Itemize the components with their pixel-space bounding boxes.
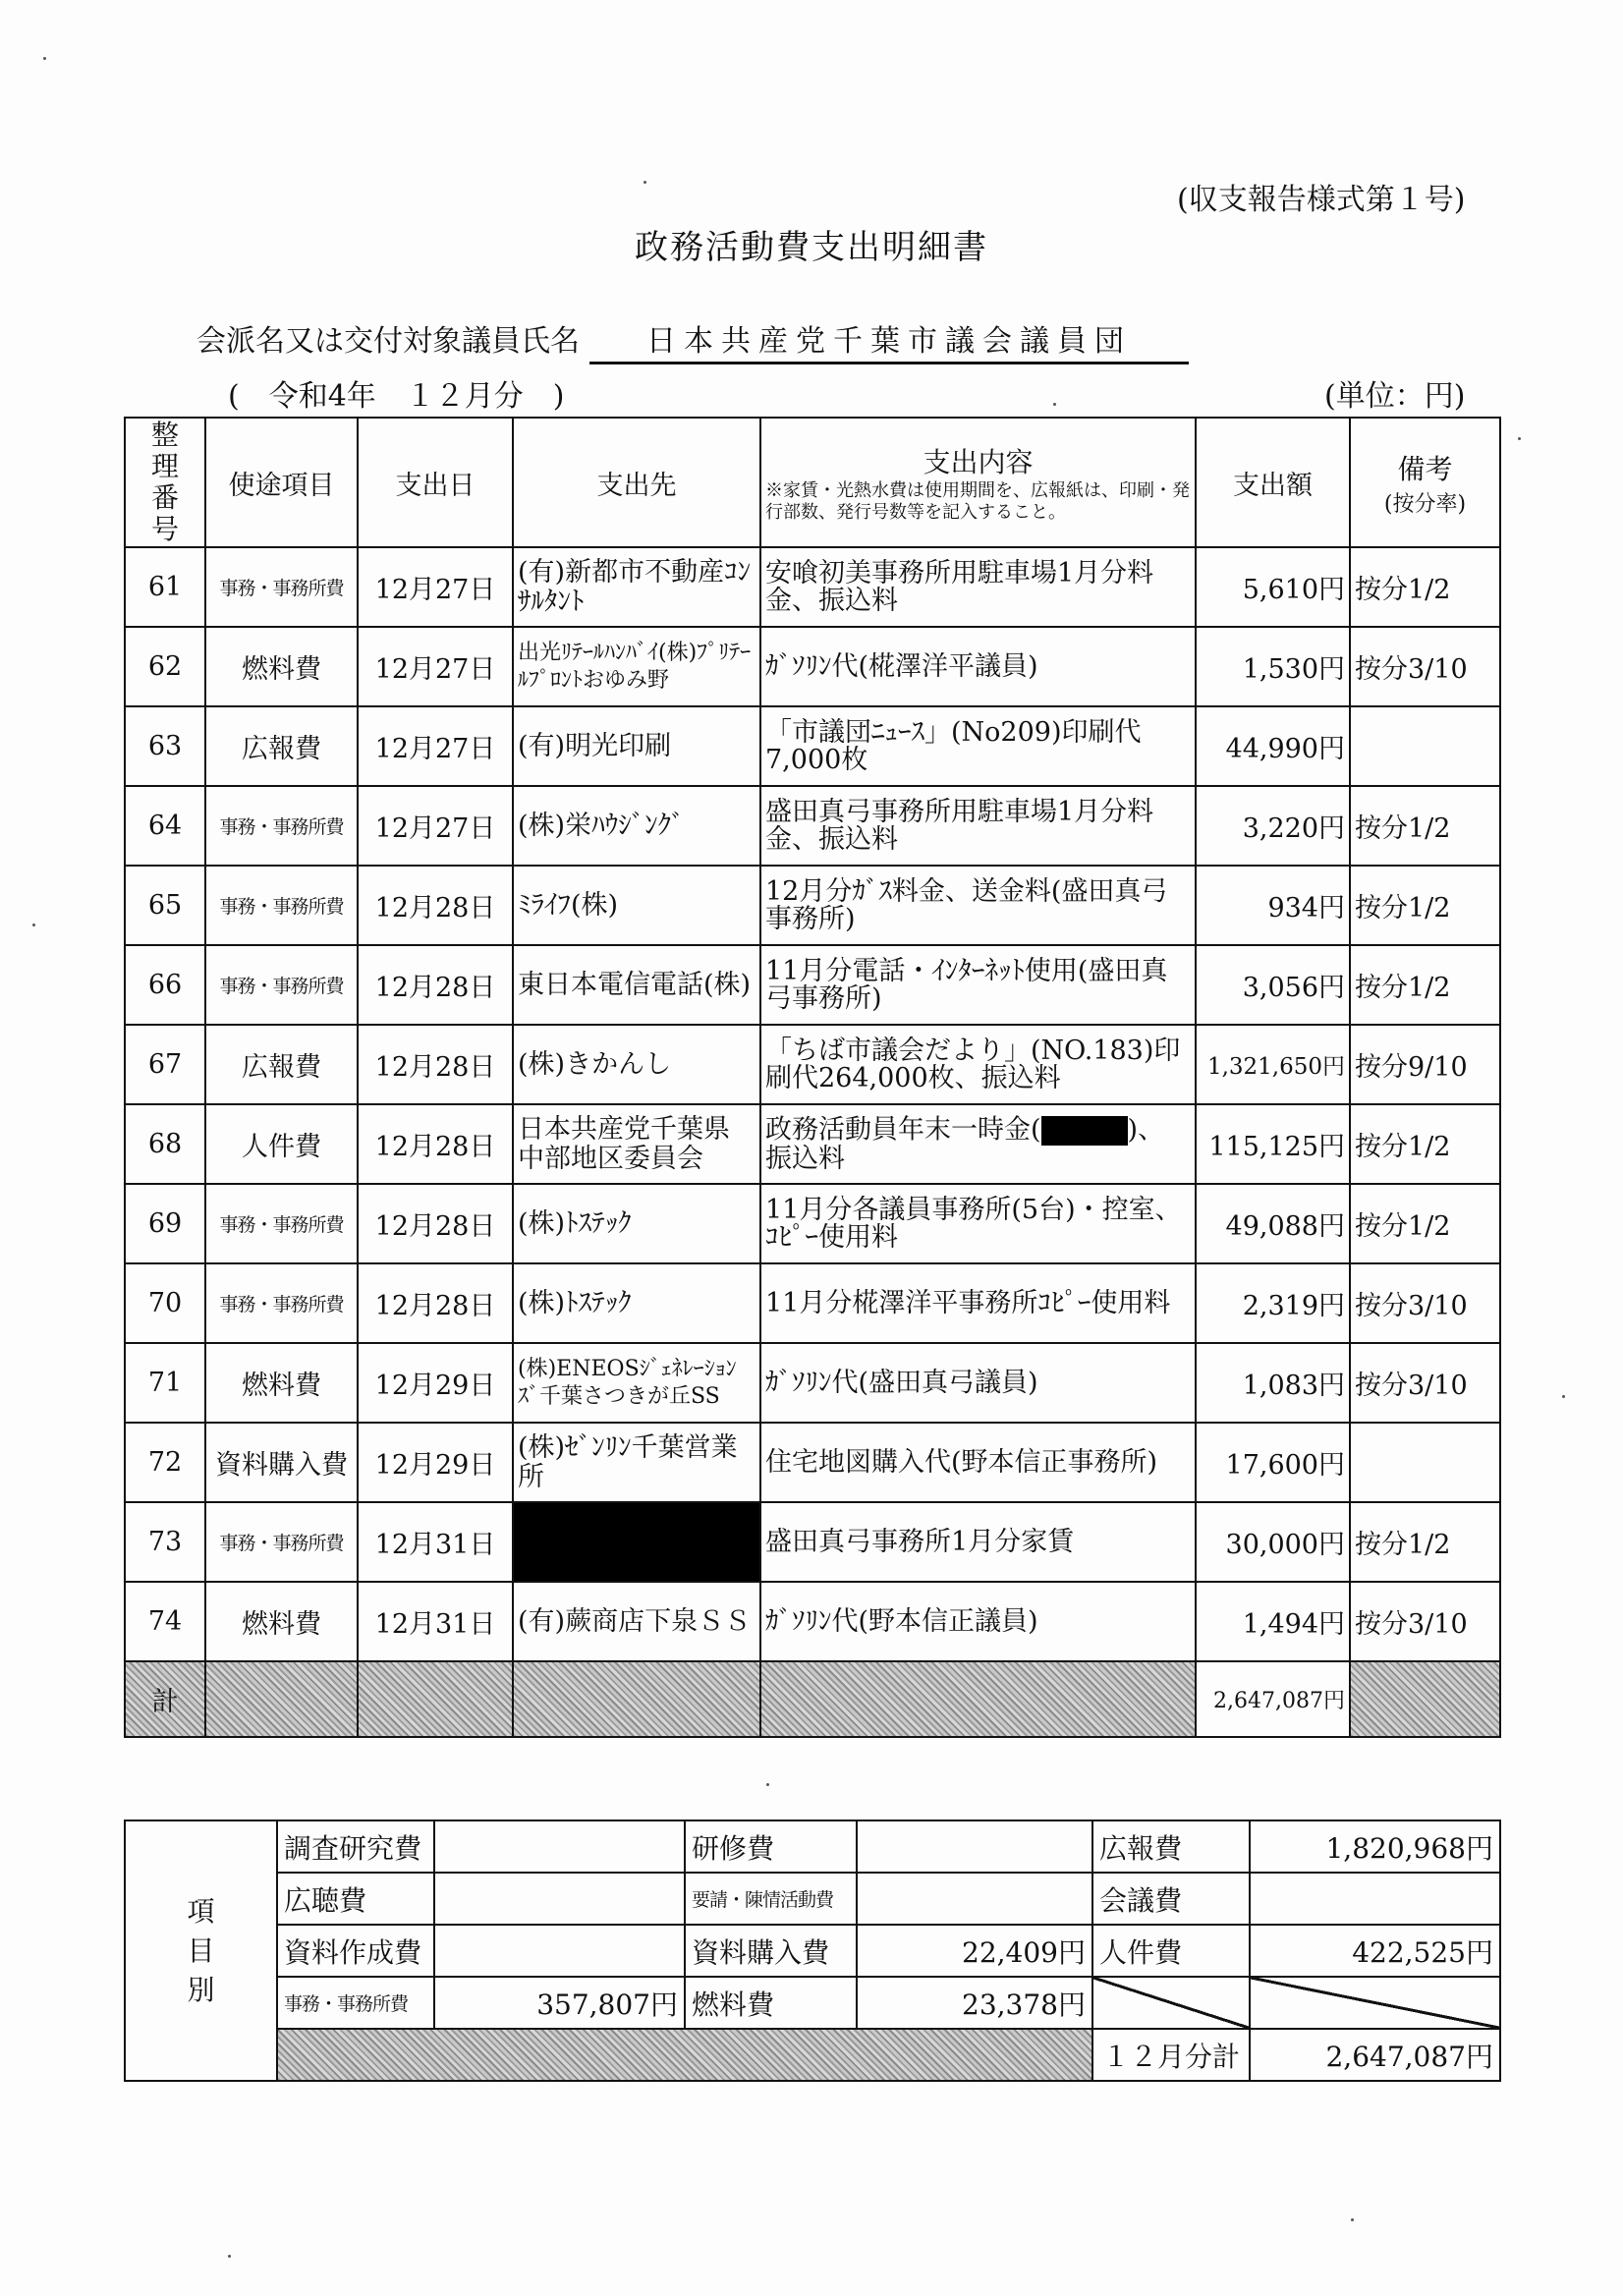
row-remarks: 按分9/10 [1350,1025,1500,1104]
table-row [125,1184,1500,1263]
row-date: 12月28日 [358,945,513,1025]
unit-label: (単位：円) [1324,379,1466,414]
row-number: 73 [125,1502,205,1582]
row-content: 11月分椛澤洋平事務所ｺﾋﾟｰ使用料 [760,1263,1196,1343]
scan-speck [1518,437,1521,440]
row-purpose: 事務・事務所費 [205,1502,358,1582]
table-row [125,1104,1500,1184]
scan-speck [228,2255,231,2258]
row-amount: 3,220円 [1196,786,1350,866]
row-payee: (株)ﾄｽﾃｯｸ [513,1184,760,1263]
row-payee: ﾐﾗｲﾌ(株) [513,866,760,945]
row-date: 12月27日 [358,547,513,627]
value-personnel: 422,525円 [1250,1925,1500,1977]
header-content: 支出内容 ※家賃・光熱水費は使用期間を、広報紙は、印刷・発行部数、発行号数等を記入すること。 [760,418,1196,547]
row-payee: (株)ｾﾞﾝﾘﾝ千葉営業所 [513,1423,760,1502]
row-date: 12月29日 [358,1423,513,1502]
header-remarks: 備考 (按分率) [1350,418,1500,547]
value-research [434,1820,685,1873]
row-purpose: 事務・事務所費 [205,1263,358,1343]
row-payee: (株)栄ﾊｳｼﾞﾝｸﾞ [513,786,760,866]
scan-speck [32,924,35,926]
row-number: 61 [125,547,205,627]
row-content: 「ちば市議会だより」(NO.183)印刷代264,000枚、振込料 [760,1025,1196,1104]
table-row [125,706,1500,786]
value-petition [857,1873,1092,1925]
row-payee: (株)ENEOSｼﾞｪﾈﾚｰｼｮﾝｽﾞ千葉さつきが丘SS [513,1343,760,1423]
row-number: 69 [125,1184,205,1263]
row-amount: 30,000円 [1196,1502,1350,1582]
row-remarks: 按分1/2 [1350,1502,1500,1582]
summary-side-label: 項目別 [125,1820,277,2081]
row-remarks: 按分1/2 [1350,786,1500,866]
shaded-cell [277,2029,1092,2081]
label-hearing: 広聴費 [277,1873,434,1925]
row-content: ｶﾞｿﾘﾝ代(盛田真弓議員) [760,1343,1196,1423]
row-purpose: 事務・事務所費 [205,945,358,1025]
row-payee: 出光ﾘﾃｰﾙﾊﾝﾊﾞｲ(株)ﾌﾟﾘﾃｰﾙﾌﾟﾛﾝﾄおゆみ野 [513,627,760,706]
total-amount: 2,647,087円 [1196,1661,1350,1737]
row-content: 安喰初美事務所用駐車場1月分料金、振込料 [760,547,1196,627]
row-remarks: 按分1/2 [1350,945,1500,1025]
row-purpose: 燃料費 [205,627,358,706]
row-date: 12月27日 [358,786,513,866]
label-personnel: 人件費 [1092,1925,1250,1977]
value-hearing [434,1873,685,1925]
row-purpose: 燃料費 [205,1582,358,1661]
row-purpose: 事務・事務所費 [205,547,358,627]
table-row [125,547,1500,627]
row-date: 12月28日 [358,1184,513,1263]
header-no: 整理番号 [125,418,205,547]
row-number: 74 [125,1582,205,1661]
row-remarks: 按分3/10 [1350,627,1500,706]
scan-speck [1562,1395,1565,1398]
row-remarks: 按分1/2 [1350,1104,1500,1184]
table-row [125,1423,1500,1502]
row-payee: (有)蕨商店下泉ＳＳ [513,1582,760,1661]
header-row [125,418,1500,547]
row-amount: 1,083円 [1196,1343,1350,1423]
row-content: 盛田真弓事務所1月分家賃 [760,1502,1196,1582]
row-number: 66 [125,945,205,1025]
row-number: 62 [125,627,205,706]
value-office: 357,807円 [434,1977,685,2029]
redaction-block [1041,1116,1128,1146]
party-label: 会派名又は交付対象議員氏名 [196,324,580,359]
row-purpose: 広報費 [205,1025,358,1104]
row-payee: (株)きかんし [513,1025,760,1104]
total-label: 計 [125,1661,205,1737]
row-number: 72 [125,1423,205,1502]
value-fuel: 23,378円 [857,1977,1092,2029]
row-purpose: 事務・事務所費 [205,786,358,866]
row-number: 71 [125,1343,205,1423]
label-meeting: 会議費 [1092,1873,1250,1925]
row-number: 64 [125,786,205,866]
label-materials-prep: 資料作成費 [277,1925,434,1977]
scan-speck [43,57,46,60]
row-remarks: 按分3/10 [1350,1582,1500,1661]
label-pr: 広報費 [1092,1820,1250,1873]
label-research: 調査研究費 [277,1820,434,1873]
row-amount: 1,321,650円 [1196,1025,1350,1104]
expense-table [124,417,1501,1738]
total-row [125,1661,1500,1737]
table-row [125,1025,1500,1104]
row-amount: 49,088円 [1196,1184,1350,1263]
row-content: 住宅地図購入代(野本信正事務所) [760,1423,1196,1502]
value-training [857,1820,1092,1873]
scan-speck [644,181,646,184]
header-amount: 支出額 [1196,418,1350,547]
value-pr: 1,820,968円 [1250,1820,1500,1873]
diagonal-cell [1092,1977,1250,2029]
row-number: 63 [125,706,205,786]
row-date: 12月31日 [358,1582,513,1661]
row-purpose: 資料購入費 [205,1423,358,1502]
row-amount: 17,600円 [1196,1423,1350,1502]
row-content: 12月分ｶﾞｽ料金、送金料(盛田真弓事務所) [760,866,1196,945]
table-row [125,786,1500,866]
row-amount: 1,530円 [1196,627,1350,706]
row-payee: (有)明光印刷 [513,706,760,786]
row-date: 12月31日 [358,1502,513,1582]
row-content: ｶﾞｿﾘﾝ代(椛澤洋平議員) [760,627,1196,706]
diagonal-cell [1250,1977,1500,2029]
row-purpose: 人件費 [205,1104,358,1184]
row-remarks: 按分3/10 [1350,1343,1500,1423]
row-payee: 東日本電信電話(株) [513,945,760,1025]
period-label: ( 令和4年 １２月分 ) [228,379,565,414]
scan-speck [1351,2218,1354,2221]
value-materials-buy: 22,409円 [857,1925,1092,1977]
row-date: 12月28日 [358,866,513,945]
row-content: ｶﾞｿﾘﾝ代(野本信正議員) [760,1582,1196,1661]
row-number: 65 [125,866,205,945]
row-purpose: 事務・事務所費 [205,1184,358,1263]
label-month-total: １２月分計 [1092,2029,1250,2081]
row-purpose: 広報費 [205,706,358,786]
row-remarks: 按分1/2 [1350,866,1500,945]
row-purpose: 事務・事務所費 [205,866,358,945]
content-note: ※家賃・光熱水費は使用期間を、広報紙は、印刷・発行部数、発行号数等を記入すること。 [765,480,1190,523]
row-amount: 44,990円 [1196,706,1350,786]
row-number: 70 [125,1263,205,1343]
row-remarks: 按分3/10 [1350,1263,1500,1343]
row-number: 67 [125,1025,205,1104]
row-remarks: 按分1/2 [1350,1184,1500,1263]
party-name: 日本共産党千葉市議会議員団 [589,316,1189,364]
page-title: 政務活動費支出明細書 [635,228,988,267]
value-month-total: 2,647,087円 [1250,2029,1500,2081]
row-number: 68 [125,1104,205,1184]
label-office: 事務・事務所費 [277,1977,434,2029]
row-amount: 115,125円 [1196,1104,1350,1184]
row-remarks: 按分1/2 [1350,547,1500,627]
table-row [125,945,1500,1025]
table-row [125,627,1500,706]
row-content: 「市議団ﾆｭｰｽ」(No209)印刷代7,000枚 [760,706,1196,786]
row-date: 12月28日 [358,1263,513,1343]
label-petition: 要請・陳情活動費 [685,1873,857,1925]
category-summary-table [124,1820,1501,2082]
row-remarks [1350,1423,1500,1502]
row-payee: (株)ﾄｽﾃｯｸ [513,1263,760,1343]
row-amount: 2,319円 [1196,1263,1350,1343]
table-row [125,866,1500,945]
row-amount: 5,610円 [1196,547,1350,627]
table-row [125,1582,1500,1661]
table-row [125,1502,1500,1582]
row-purpose: 燃料費 [205,1343,358,1423]
header-date: 支出日 [358,418,513,547]
redacted-payee [513,1502,760,1582]
row-date: 12月27日 [358,706,513,786]
label-training: 研修費 [685,1820,857,1873]
row-content: 11月分電話・ｲﾝﾀｰﾈｯﾄ使用(盛田真弓事務所) [760,945,1196,1025]
row-date: 12月29日 [358,1343,513,1423]
value-meeting [1250,1873,1500,1925]
row-date: 12月27日 [358,627,513,706]
label-fuel: 燃料費 [685,1977,857,2029]
value-materials-prep [434,1925,685,1977]
row-amount: 3,056円 [1196,945,1350,1025]
row-content: 11月分各議員事務所(5台)・控室、ｺﾋﾟｰ使用料 [760,1184,1196,1263]
row-content: 政務活動員年末一時金( )、振込料 [760,1104,1196,1184]
row-date: 12月28日 [358,1025,513,1104]
header-payee: 支出先 [513,418,760,547]
table-row [125,1263,1500,1343]
row-remarks [1350,706,1500,786]
scan-speck [766,1783,769,1786]
row-date: 12月28日 [358,1104,513,1184]
label-materials-buy: 資料購入費 [685,1925,857,1977]
row-payee: 日本共産党千葉県中部地区委員会 [513,1104,760,1184]
header-purpose: 使途項目 [205,418,358,547]
row-amount: 1,494円 [1196,1582,1350,1661]
table-row [125,1343,1500,1423]
scan-speck [1053,403,1056,406]
row-payee: (有)新都市不動産ｺﾝｻﾙﾀﾝﾄ [513,547,760,627]
row-content: 盛田真弓事務所用駐車場1月分料金、振込料 [760,786,1196,866]
row-amount: 934円 [1196,866,1350,945]
form-number: (収支報告様式第１号) [1177,183,1466,217]
